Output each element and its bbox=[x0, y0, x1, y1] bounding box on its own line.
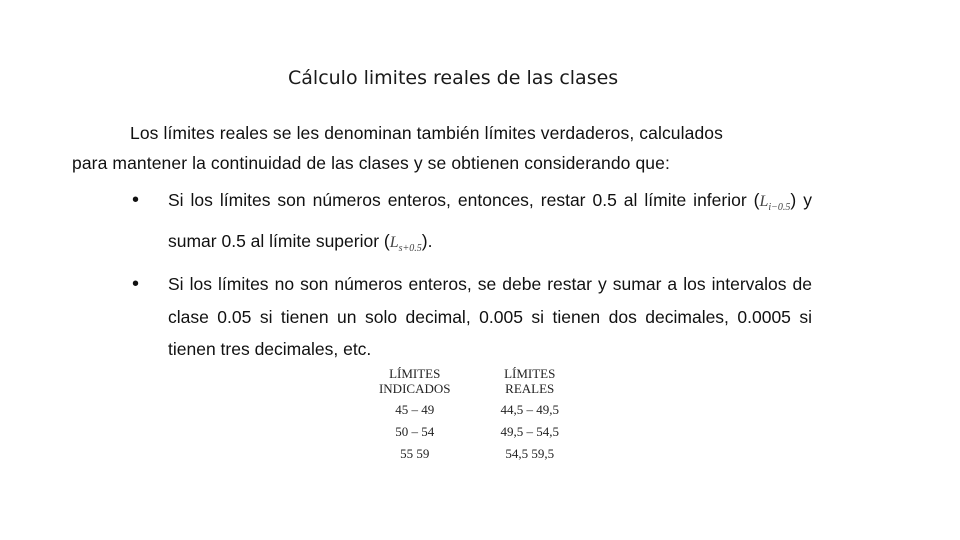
header-real-line-1: LÍMITES bbox=[504, 366, 556, 381]
table-header bbox=[366, 366, 596, 396]
rule-integers-text-c: ). bbox=[421, 230, 433, 251]
header-indicated bbox=[366, 366, 463, 396]
rule-integers-text-b: ) y sumar 0.5 al límite superior ( bbox=[168, 190, 812, 251]
table-row bbox=[366, 421, 596, 443]
intro-line-2: para mantener la continuidad de las clases y se obtienen considerando que: bbox=[72, 153, 670, 173]
header-real-line-2: REALES bbox=[505, 381, 555, 396]
real-cell: 44,5 – 49,5 bbox=[500, 402, 559, 417]
lower-limit-formula bbox=[759, 193, 791, 214]
upper-limit-sub: s+0.5 bbox=[398, 242, 422, 254]
real-cell: 49,5 – 54,5 bbox=[500, 424, 559, 439]
indicated-cell: 50 – 54 bbox=[395, 424, 435, 439]
limits-table bbox=[366, 366, 596, 465]
real-cell: 54,5 59,5 bbox=[505, 446, 555, 461]
slide-title: Cálculo limites reales de las clases bbox=[288, 67, 619, 89]
rule-decimals-text: Si los límites no son números enteros, se debe restar y sumar a los intervalos de clase 0.05 si tienen un solo decimal, 0.005 si tienen dos decimales, 0.0005 si tienen tres decimales, etc. bbox=[168, 274, 812, 360]
upper-limit-formula bbox=[389, 233, 422, 254]
bullet-icon: • bbox=[132, 273, 140, 296]
table-body bbox=[366, 399, 596, 465]
lower-limit-sub: i−0.5 bbox=[768, 202, 791, 214]
indicated-cell: 55 59 bbox=[400, 446, 430, 461]
rules-list bbox=[132, 184, 812, 366]
header-real bbox=[463, 366, 596, 396]
header-indicated-line-2: INDICADOS bbox=[378, 381, 451, 396]
lower-limit-base: L bbox=[759, 193, 769, 210]
table-row bbox=[366, 443, 596, 465]
header-indicated-line-1: LÍMITES bbox=[389, 366, 441, 381]
intro-paragraph bbox=[72, 118, 812, 178]
intro-line-1: Los límites reales se les denominan también límites verdaderos, calculados bbox=[130, 123, 723, 143]
rule-decimals bbox=[132, 268, 812, 366]
rule-integers-text-a: Si los límites son números enteros, entonces, restar 0.5 al límite inferior ( bbox=[168, 190, 760, 210]
indicated-cell: 45 – 49 bbox=[395, 402, 435, 417]
upper-limit-base: L bbox=[389, 233, 399, 251]
rule-integers bbox=[132, 184, 812, 265]
bullet-icon: • bbox=[132, 189, 140, 211]
table-row bbox=[366, 399, 596, 421]
